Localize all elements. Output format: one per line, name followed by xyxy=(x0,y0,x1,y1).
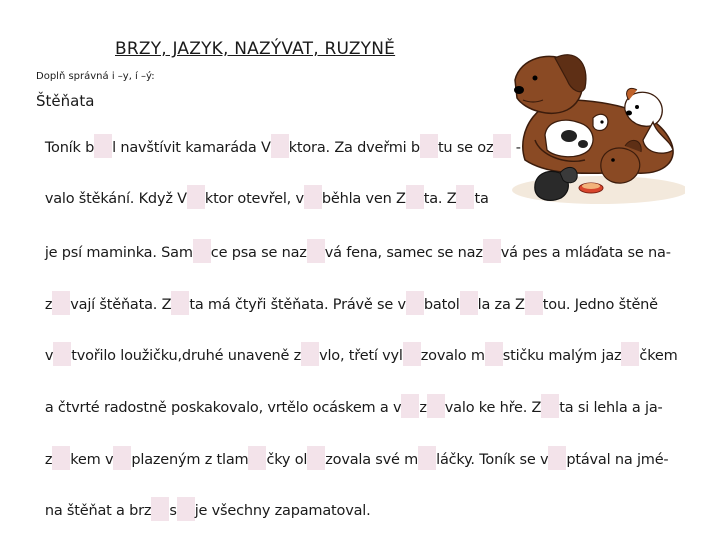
text-fragment: čkem xyxy=(639,348,678,364)
text-fragment: z xyxy=(44,297,53,313)
text-fragment: vá pes a mláďata se na- xyxy=(500,245,671,261)
text-fragment: ktora. Za dveřmi b xyxy=(288,140,420,156)
fill-in-gap[interactable] xyxy=(483,239,501,263)
fill-in-gap[interactable] xyxy=(403,342,421,366)
fill-in-gap[interactable] xyxy=(460,291,478,315)
fill-in-gap[interactable] xyxy=(171,291,189,315)
text-fragment: plazeným z tlam xyxy=(131,452,249,468)
story-title: Štěňata xyxy=(36,92,95,110)
text-fragment: batol xyxy=(423,297,460,313)
text-line-6 xyxy=(36,378,663,418)
fill-in-gap[interactable] xyxy=(485,342,503,366)
text-fragment: zovalo m xyxy=(420,348,485,364)
text-line-2 xyxy=(36,169,489,209)
fill-in-gap[interactable] xyxy=(304,185,322,209)
text-fragment: je všechny zapamatoval. xyxy=(194,503,371,519)
text-fragment: je psí maminka. Sam xyxy=(44,245,193,261)
text-fragment: stičku malým jaz xyxy=(502,348,622,364)
text-fragment: Toník b xyxy=(44,140,95,156)
text-line-8 xyxy=(36,481,371,521)
fill-in-gap[interactable] xyxy=(525,291,543,315)
text-fragment: ce psa se naz xyxy=(210,245,307,261)
text-fragment: la za Z xyxy=(477,297,525,313)
fill-in-gap[interactable] xyxy=(52,446,70,470)
text-fragment: zovala své m xyxy=(325,452,419,468)
text-fragment: valo štěkání. Když V xyxy=(44,191,187,207)
text-fragment: l navštívit kamaráda V xyxy=(112,140,271,156)
text-fragment: láčky. Toník se v xyxy=(436,452,549,468)
text-fragment: - xyxy=(511,140,521,156)
text-fragment: z xyxy=(419,400,427,416)
text-fragment: v xyxy=(44,348,54,364)
fill-in-gap[interactable] xyxy=(94,134,112,158)
text-line-5 xyxy=(36,326,678,366)
fill-in-gap[interactable] xyxy=(52,291,70,315)
fill-in-gap[interactable] xyxy=(418,446,436,470)
fill-in-gap[interactable] xyxy=(427,394,445,418)
fill-in-gap[interactable] xyxy=(548,446,566,470)
text-fragment: vlo, třetí vyl xyxy=(319,348,403,364)
text-fragment: valo ke hře. Z xyxy=(444,400,542,416)
text-fragment: ta si lehla a ja- xyxy=(559,400,663,416)
dogs-illustration xyxy=(505,40,685,210)
text-fragment: vá fena, samec se naz xyxy=(324,245,483,261)
text-fragment: s xyxy=(169,503,177,519)
text-fragment: ta. Z xyxy=(423,191,457,207)
fill-in-gap[interactable] xyxy=(151,497,169,521)
fill-in-gap[interactable] xyxy=(307,239,325,263)
text-fragment: čky ol xyxy=(266,452,308,468)
text-fragment: ktor otevřel, v xyxy=(204,191,304,207)
text-fragment: ptával na jmé- xyxy=(566,452,669,468)
text-line-4 xyxy=(36,275,658,315)
fill-in-gap[interactable] xyxy=(113,446,131,470)
fill-in-gap[interactable] xyxy=(401,394,419,418)
fill-in-gap[interactable] xyxy=(541,394,559,418)
text-fragment: tou. Jedno štěně xyxy=(542,297,658,313)
text-fragment: a čtvrté radostně poskakovalo, vrtělo ocáskem a v xyxy=(44,400,402,416)
fill-in-gap[interactable] xyxy=(53,342,71,366)
text-fragment: tu se oz xyxy=(437,140,494,156)
fill-in-gap[interactable] xyxy=(271,134,289,158)
instruction-text: Doplň správná i –y, í –ý: xyxy=(36,71,155,82)
fill-in-gap[interactable] xyxy=(307,446,325,470)
text-fragment: běhla ven Z xyxy=(321,191,406,207)
fill-in-gap[interactable] xyxy=(406,185,424,209)
text-fragment: tvořilo loužičku,druhé unaveně z xyxy=(71,348,302,364)
fill-in-gap[interactable] xyxy=(420,134,438,158)
fill-in-gap[interactable] xyxy=(187,185,205,209)
fill-in-gap[interactable] xyxy=(177,497,195,521)
fill-in-gap[interactable] xyxy=(621,342,639,366)
text-fragment: kem v xyxy=(70,452,114,468)
fill-in-gap[interactable] xyxy=(456,185,474,209)
text-line-7 xyxy=(36,430,668,470)
fill-in-gap[interactable] xyxy=(248,446,266,470)
fill-in-gap[interactable] xyxy=(301,342,319,366)
text-line-1 xyxy=(36,118,521,158)
text-fragment: vají štěňata. Z xyxy=(70,297,172,313)
fill-in-gap[interactable] xyxy=(193,239,211,263)
text-fragment: z xyxy=(44,452,53,468)
text-fragment: ta xyxy=(474,191,489,207)
text-line-3 xyxy=(36,223,671,263)
fill-in-gap[interactable] xyxy=(493,134,511,158)
fill-in-gap[interactable] xyxy=(406,291,424,315)
text-fragment: na štěňat a brz xyxy=(44,503,152,519)
text-fragment: ta má čtyři štěňata. Právě se v xyxy=(189,297,406,313)
worksheet-title: BRZY, JAZYK, NAZÝVAT, RUZYNĚ xyxy=(115,39,396,59)
